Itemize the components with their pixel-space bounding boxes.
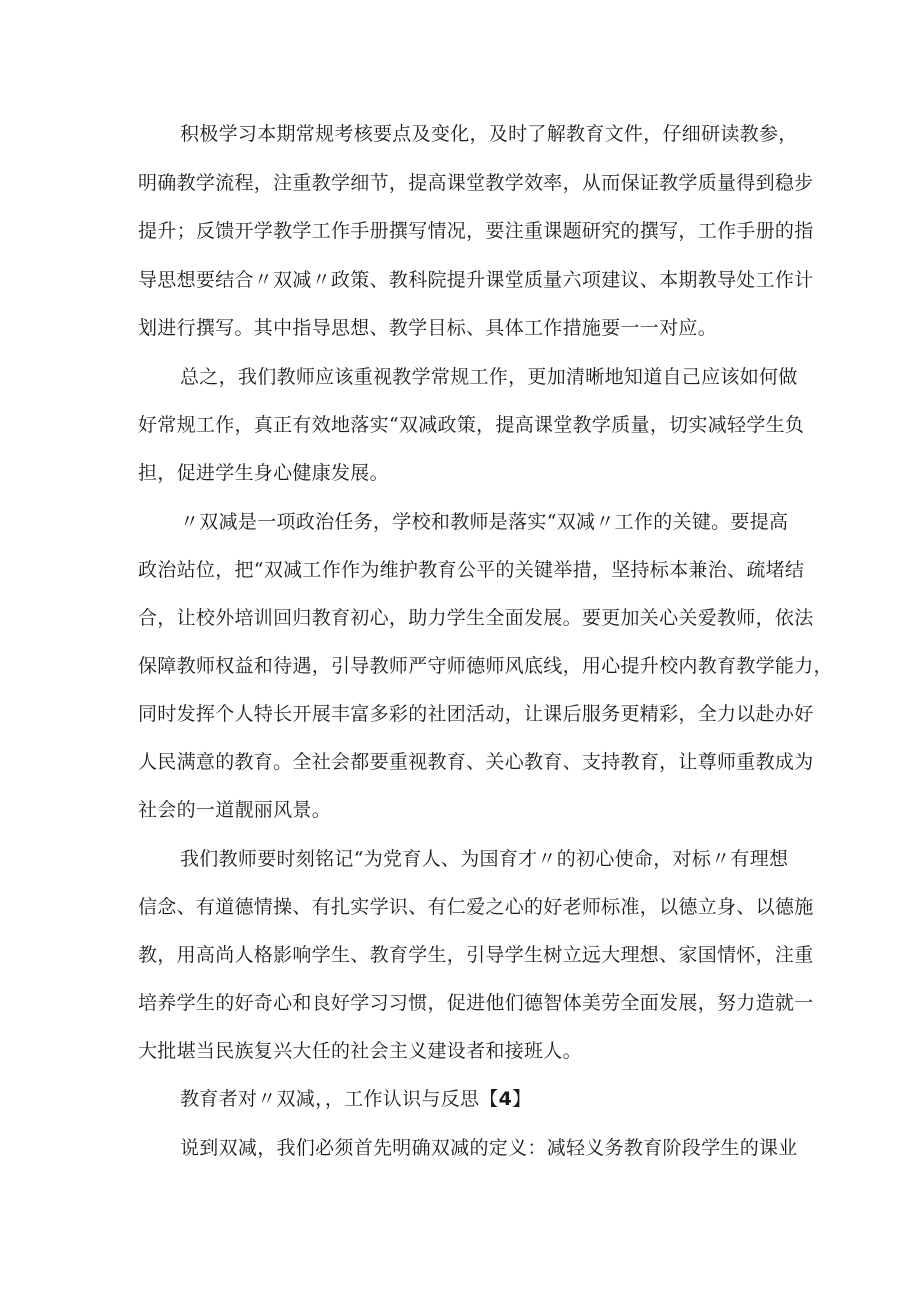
section-heading-number: 4 — [498, 1088, 513, 1110]
section-heading — [180, 1087, 531, 1111]
paragraph-line: 导思想要结合〃双减〃政策、教科院提升课堂质量六项建议、本期教导处工作计 — [138, 269, 814, 291]
paragraph-line: 人民满意的教育。全社会都要重视教育、关心教育、支持教育，让尊师重教成为 — [138, 751, 814, 773]
paragraph-line: 教，用高尚人格影响学生、教育学生，引导学生树立远大理想、家国情怀，注重 — [138, 944, 814, 966]
paragraph-line: 社会的一道靓丽风景。 — [138, 799, 332, 821]
paragraph-line: 好常规工作，真正有效地落实“双减政策，提高课堂教学质量，切实减轻学生负 — [138, 414, 805, 436]
paragraph-line: 担，促进学生身心健康发展。 — [138, 462, 389, 484]
paragraph-line: 〃双减是一项政治任务，学校和教师是落实“双减〃工作的关键。要提高 — [180, 511, 789, 533]
paragraph-line: 合，让校外培训回归教育初心，助力学生全面发展。要更加关心关爱教师，依法 — [138, 607, 814, 629]
paragraph-line: 我们教师要时刻铭记“为党育人、为国育才〃的初心使命，对标〃有理想 — [180, 848, 789, 870]
paragraph-line: 培养学生的好奇心和良好学习习惯，促进他们德智体美劳全面发展，努力造就一 — [138, 992, 814, 1014]
section-heading-text: 教育者对〃双减，，工作认识与反思【 — [180, 1088, 499, 1110]
paragraph-line: 积极学习本期常规考核要点及变化，及时了解教育文件，仔细研读教参， — [180, 123, 798, 145]
paragraph-line: 划进行撰写。其中指导思想、教学目标、具体工作措施要一一对应。 — [138, 317, 718, 339]
paragraph-line: 大批堪当民族复兴大任的社会主义建设者和接班人。 — [138, 1040, 582, 1062]
paragraph-line: 同时发挥个人特长开展丰富多彩的社团活动，让课后服务更精彩，全力以赴办好 — [138, 703, 814, 725]
paragraph-line: 提升；反馈开学教学工作手册撰写情况，要注重课题研究的撰写，工作手册的指 — [138, 220, 814, 242]
section-heading-close: 】 — [512, 1088, 532, 1110]
paragraph-line: 信念、有道德情操、有扎实学识、有仁爱之心的好老师标准，以德立身、以德施 — [138, 896, 814, 918]
paragraph-line: 保障教师权益和待遇，引导教师严守师德师风底线，用心提升校内教育教学能力， — [138, 655, 833, 677]
paragraph-line: 明确教学流程，注重教学细节，提高课堂教学效率，从而保证教学质量得到稳步 — [138, 172, 814, 194]
paragraph-line: 说到双减，我们必须首先明确双减的定义：减轻义务教育阶段学生的课业 — [180, 1137, 798, 1159]
paragraph-line: 总之，我们教师应该重视教学常规工作，更加清晰地知道自己应该如何做 — [180, 366, 798, 388]
paragraph-line: 政治站位，把“双减工作作为维护教育公平的关键举措，坚持标本兼治、疏堵结 — [138, 559, 805, 581]
